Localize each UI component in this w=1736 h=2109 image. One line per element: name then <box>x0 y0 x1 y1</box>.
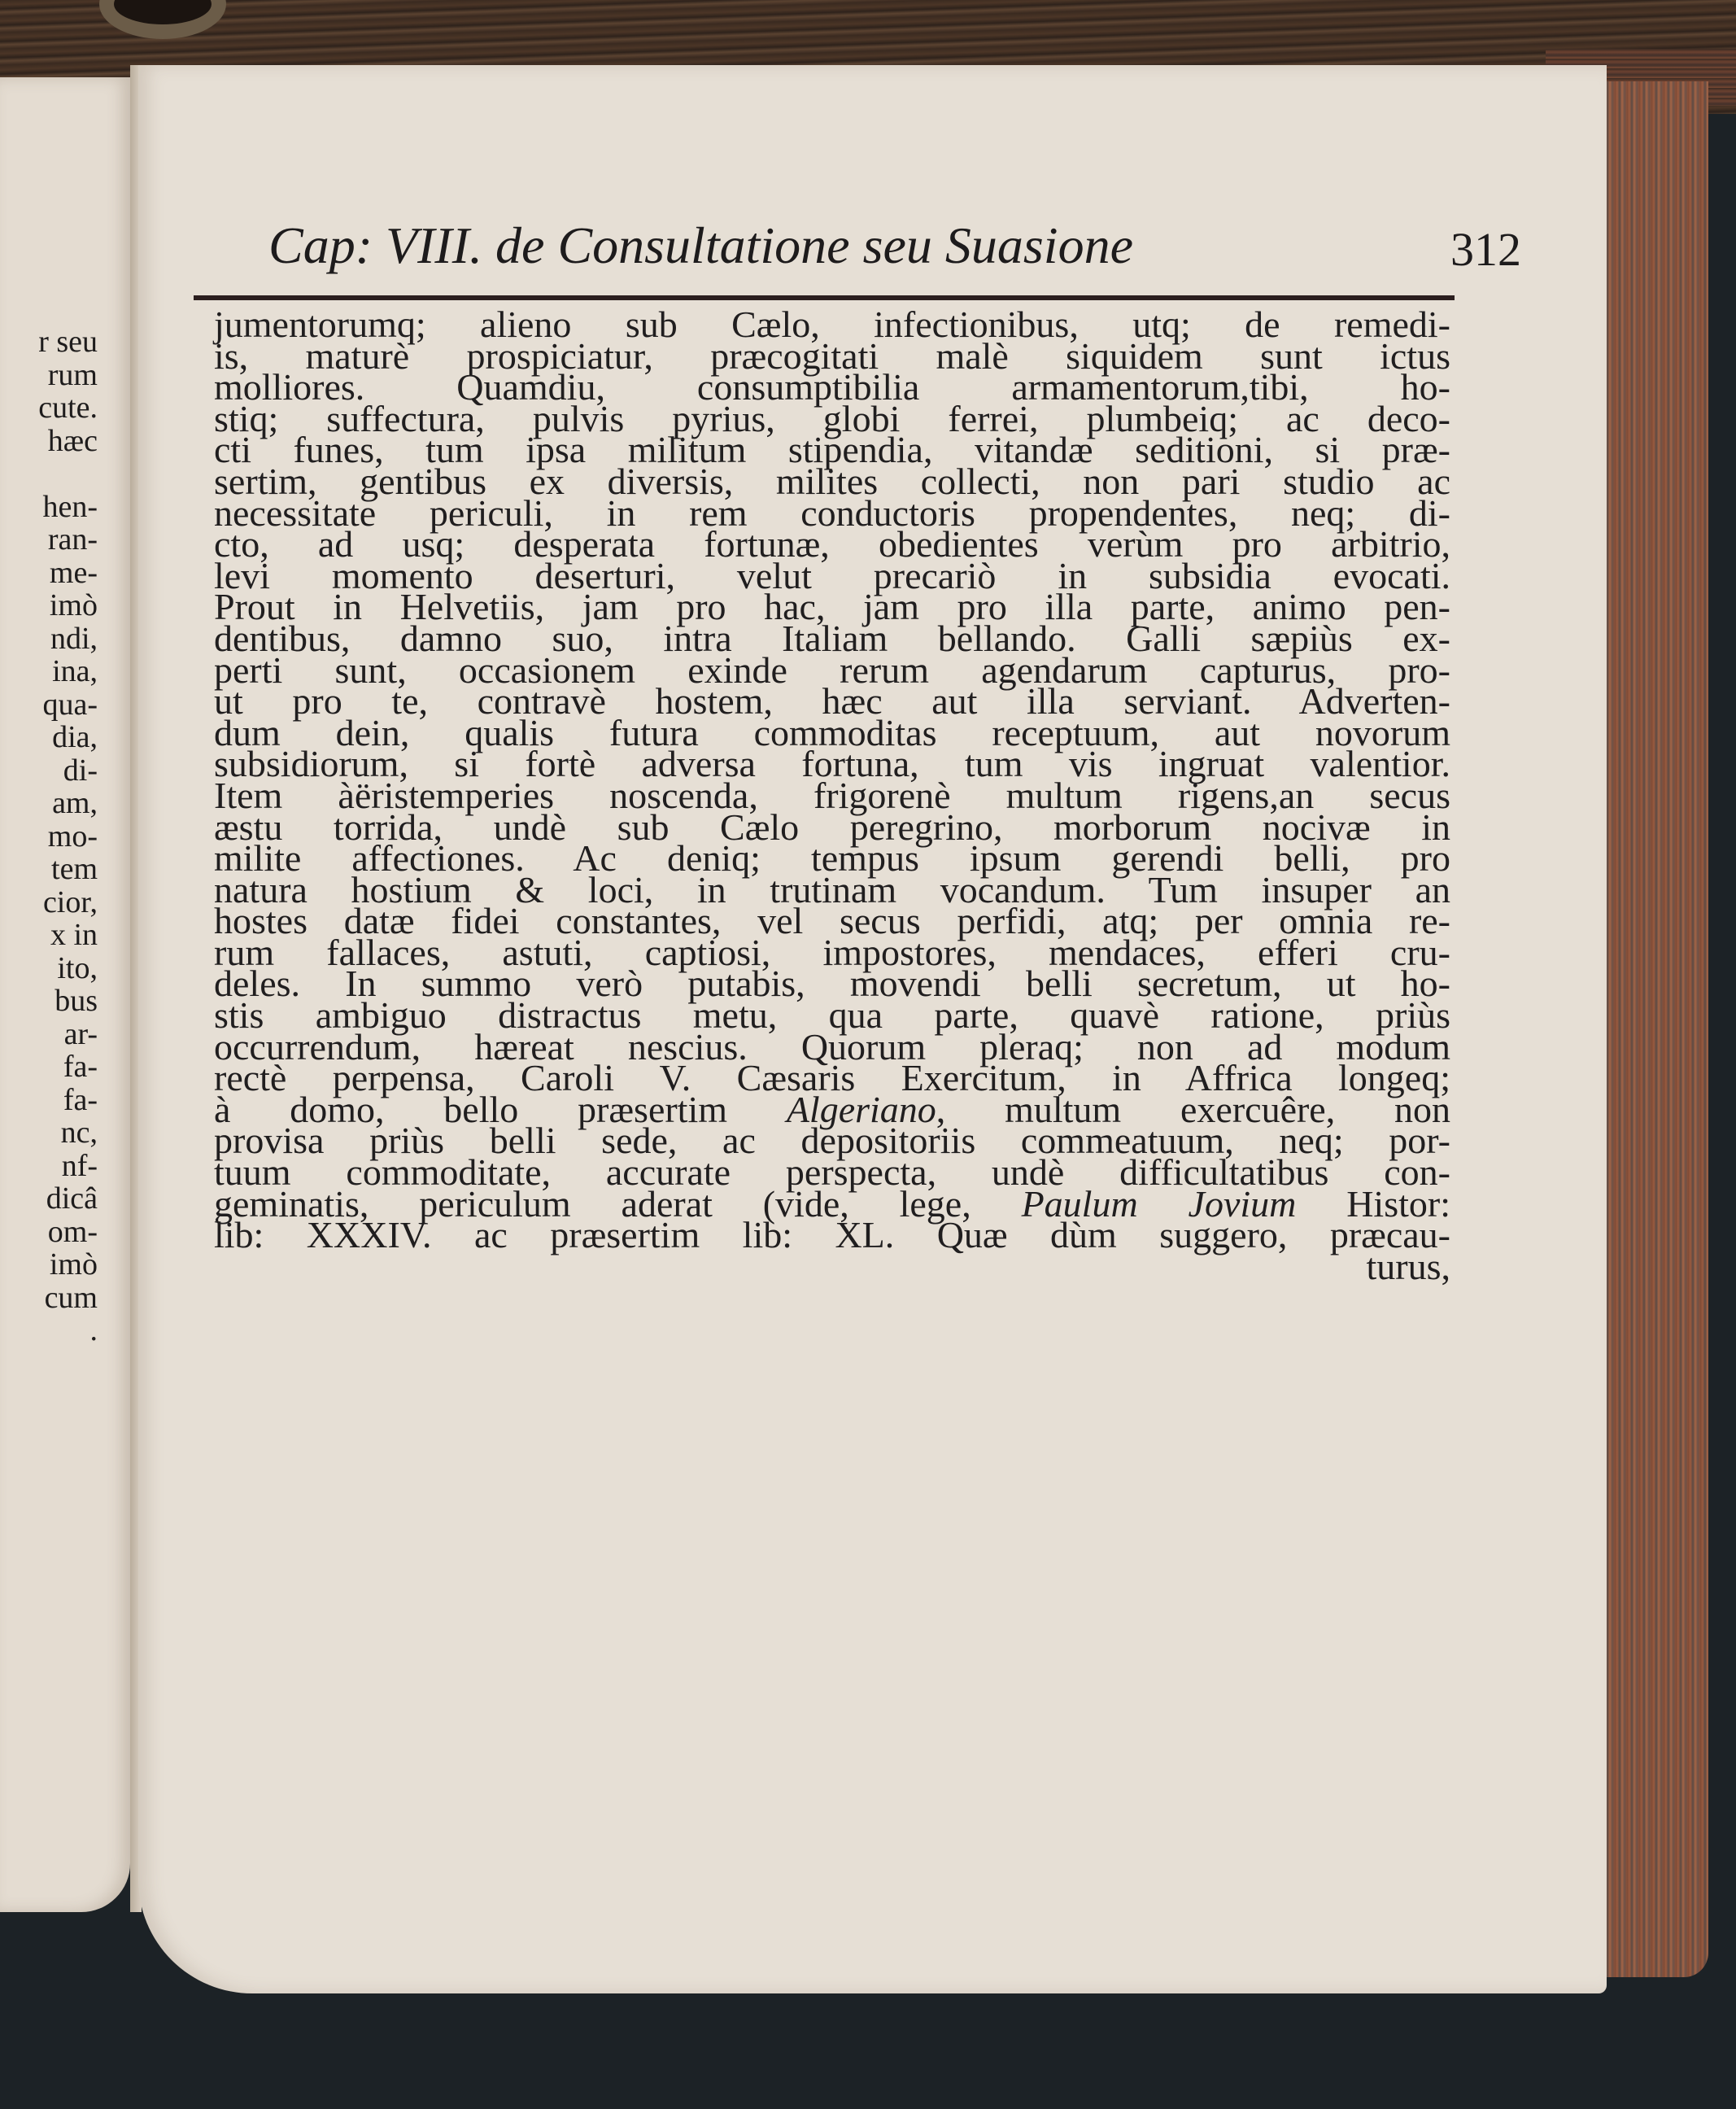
left-page-fragment-line: imò <box>49 588 98 622</box>
left-page-fragment-line: ran- <box>47 522 98 557</box>
text-run: milite affectiones. Ac deniq; tempus ipsum gerendi belli, pro <box>214 837 1450 880</box>
page-number: 312 <box>1450 223 1521 276</box>
text-run: Prout in Helvetiis, jam pro hac, jam pro illa parte, animo pen- <box>214 586 1450 628</box>
left-page-fragment-line: hen- <box>42 489 98 524</box>
left-page-fragment-line: fa- <box>63 1050 98 1084</box>
running-head <box>268 216 1521 289</box>
text-run: cto, ad usq; desperata fortunæ, obedientes verùm pro arbitrio, <box>214 523 1450 565</box>
body-text <box>214 303 1451 1287</box>
left-page-fragment-line: tem <box>51 852 98 886</box>
left-page-fragment-line: nc, <box>60 1116 98 1150</box>
chapter-title: Cap: VIII. de Consultatione seu Suasione <box>268 216 1133 274</box>
left-page-fragment-line: me- <box>49 555 98 590</box>
italic-phrase: Algeriano <box>786 1088 936 1130</box>
left-page-fragment-line: qua- <box>42 687 98 722</box>
left-page-fragment-line: om- <box>47 1214 98 1249</box>
text-run: tuum commoditate, accurate perspecta, undè difficultatibus con- <box>214 1151 1450 1194</box>
left-page-fragment <box>0 77 130 1912</box>
left-page-fragment-line: hæc <box>47 423 98 458</box>
page-edges-stack <box>1603 81 1708 1977</box>
text-run: Item àëristemperies noscenda, frigorenè multum rigens,an secus <box>214 774 1450 816</box>
left-page-fragment-line: cum <box>44 1280 98 1315</box>
text-run: subsidiorum, si fortè adversa fortuna, tum vis ingruat valentior. <box>214 743 1450 785</box>
left-page-fragment-line <box>0 457 98 491</box>
text-run: perti sunt, occasionem exinde rerum agendarum capturus, pro- <box>214 648 1450 691</box>
text-run: cti funes, tum ipsa militum stipendia, vitandæ seditioni, si præ- <box>214 429 1450 471</box>
left-page-text-column <box>0 325 98 1347</box>
text-run: is, maturè prospiciatur, præcogitati malè siquidem sunt ictus <box>214 334 1450 377</box>
text-run: stiq; suffectura, pulvis pyrius, globi ferrei, plumbeiq; ac deco- <box>214 397 1450 439</box>
text-run: provisa priùs belli sede, ac depositoriis commeatuum, neq; por- <box>214 1120 1450 1162</box>
left-page-fragment-line: am, <box>52 786 98 820</box>
text-run: , multum exercuêre, non <box>936 1088 1451 1130</box>
text-run: hostes datæ fidei constantes, vel secus perfidi, atq; per omnia re- <box>214 900 1450 942</box>
left-page-fragment-line: nf- <box>61 1148 98 1183</box>
cover-clasp <box>114 0 212 24</box>
left-page-fragment-line: fa- <box>63 1082 98 1117</box>
left-page-fragment-line: imò <box>49 1247 98 1282</box>
text-run: æstu torrida, undè sub Cælo peregrino, morborum nocivæ in <box>214 806 1450 848</box>
left-page-fragment-line: r seu <box>38 325 98 359</box>
left-page-fragment-line: ar- <box>63 1016 98 1051</box>
text-run: ut pro te, contravè hostem, hæc aut illa serviant. Adverten- <box>214 680 1450 723</box>
left-page-fragment-line: cior, <box>42 884 98 919</box>
text-run: sertim, gentibus ex diversis, milites collecti, non pari studio ac <box>214 460 1450 502</box>
left-page-fragment-line: ito, <box>57 950 98 985</box>
text-run: occurrendum, hæreat nescius. Quorum pleraq; non ad modum <box>214 1025 1450 1068</box>
left-page-fragment-line: . <box>89 1313 98 1347</box>
left-page-fragment-line: ndi, <box>50 621 98 656</box>
right-page <box>138 65 1607 1993</box>
text-run: dentibus, damno suo, intra Italiam bellando. Galli sæpiùs ex- <box>214 617 1450 659</box>
left-page-fragment-line: dia, <box>52 720 98 754</box>
left-page-fragment-line: rum <box>47 357 98 392</box>
header-rule <box>194 295 1455 300</box>
left-page-fragment-line: x in <box>50 918 98 952</box>
text-run: levi momento deserturi, velut precariò in subsidia evocati. <box>214 554 1450 596</box>
text-run: lib: XXXIV. ac præsertim lib: XL. Quæ dùm suggero, præcau- <box>214 1214 1450 1256</box>
left-page-fragment-line: mo- <box>47 819 98 854</box>
text-run: deles. In summo verò putabis, movendi belli secretum, ut ho- <box>214 963 1450 1005</box>
text-run: rectè perpensa, Caroli V. Cæsaris Exercitum, in Affrica longeq; <box>214 1057 1450 1099</box>
text-run: necessitate periculi, in rem conductoris propendentes, neq; di- <box>214 491 1450 534</box>
text-run: geminatis, periculum aderat (vide, lege, <box>214 1182 1022 1225</box>
text-run: à domo, bello præsertim <box>214 1088 787 1130</box>
italic-phrase: Paulum Jovium <box>1021 1182 1297 1225</box>
catchword: turus, <box>1366 1245 1450 1287</box>
text-run: dum dein, qualis futura commoditas receptuum, aut novorum <box>214 711 1450 753</box>
left-page-fragment-line: cute. <box>38 391 98 425</box>
text-run: natura hostium & loci, in trutinam vocandum. Tum insuper an <box>214 868 1450 910</box>
left-page-fragment-line: bus <box>55 984 98 1018</box>
left-page-fragment-line: ina, <box>52 654 98 688</box>
text-run: molliores. Quamdiu, consumptibilia armamentorum,tibi, ho- <box>214 366 1450 408</box>
text-run: rum fallaces, astuti, captiosi, impostores, mendaces, efferi cru- <box>214 931 1450 973</box>
left-page-fragment-line: di- <box>63 753 98 788</box>
text-run: stis ambiguo distractus metu, qua parte, quavè ratione, priùs <box>214 994 1450 1037</box>
text-run: jumentorumq; alieno sub Cælo, infectionibus, utq; de remedi- <box>214 303 1450 345</box>
text-line <box>214 1214 1450 1256</box>
text-run: Histor: <box>1296 1182 1450 1225</box>
left-page-fragment-line: dicâ <box>46 1181 98 1216</box>
